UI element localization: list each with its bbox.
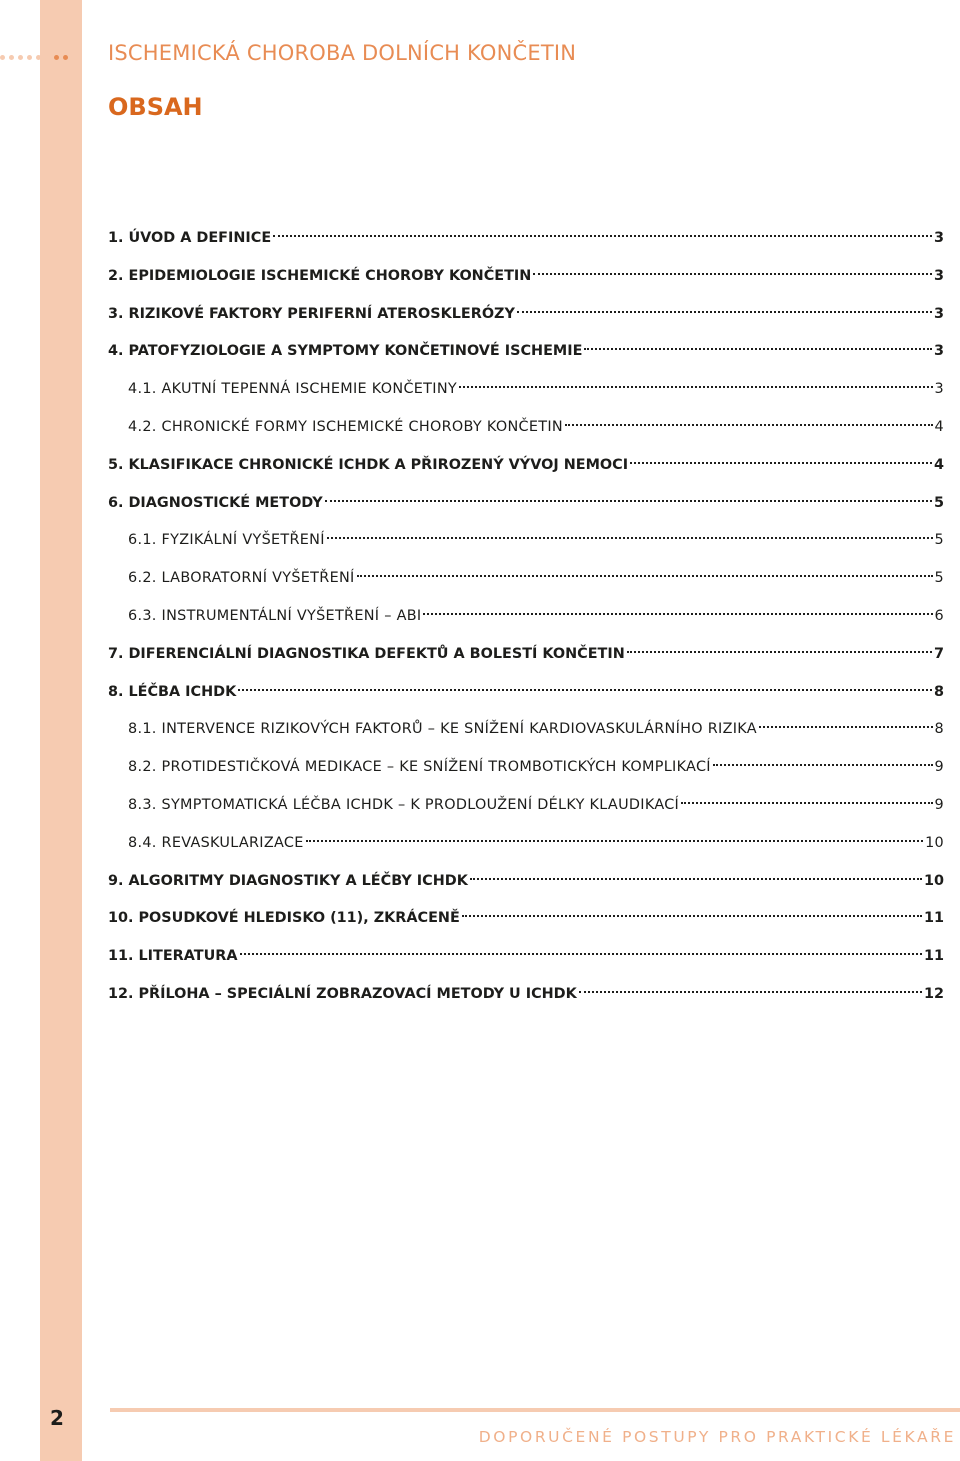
toc-entry-page: 11 <box>923 948 944 965</box>
toc-dot-leader <box>273 235 932 237</box>
toc-entry-label: 6.1. FYZIKÁLNÍ VYŠETŘENÍ <box>128 532 325 549</box>
toc-dot-leader <box>565 424 933 426</box>
toc-dot-leader <box>584 348 932 350</box>
toc-entry[interactable] <box>108 488 944 526</box>
toc-dot-leader <box>327 537 933 539</box>
ornament-dot <box>45 55 50 60</box>
toc-entry[interactable] <box>108 299 944 337</box>
ornament-dot <box>9 55 14 60</box>
toc-entry-label: 8.1. INTERVENCE RIZIKOVÝCH FAKTORŮ – KE SNÍŽENÍ KARDIOVASKULÁRNÍHO RIZIKA <box>128 721 757 738</box>
ornament-dot <box>63 55 68 60</box>
toc-entry-label: 8.3. SYMPTOMATICKÁ LÉČBA ICHDK – K PRODLOUŽENÍ DÉLKY KLAUDIKACÍ <box>128 796 680 813</box>
toc-entry-page: 6 <box>934 607 944 624</box>
toc-entry-page: 5 <box>933 494 944 511</box>
toc-entry[interactable] <box>108 336 944 374</box>
toc-entry[interactable] <box>108 677 944 715</box>
toc-dot-leader <box>306 840 923 842</box>
toc-entry-page: 8 <box>933 683 944 700</box>
table-of-contents <box>108 223 944 1017</box>
toc-entry[interactable] <box>108 866 944 904</box>
toc-dot-leader <box>462 915 922 917</box>
toc-dot-leader <box>459 386 933 388</box>
toc-dot-leader <box>627 651 932 653</box>
toc-entry-page: 9 <box>934 759 944 776</box>
toc-entry-page: 10 <box>925 834 944 851</box>
ornament-dot <box>36 55 41 60</box>
ornament-dot <box>18 55 23 60</box>
toc-entry[interactable] <box>108 374 944 412</box>
toc-entry-page: 3 <box>933 305 944 322</box>
toc-entry-page: 12 <box>923 985 944 1002</box>
ornament-dot <box>27 55 32 60</box>
header-dots-ornament <box>0 42 68 72</box>
toc-entry[interactable] <box>108 639 944 677</box>
decorative-side-band <box>40 0 82 1461</box>
toc-entry[interactable] <box>108 412 944 450</box>
toc-entry-label: 6. DIAGNOSTICKÉ METODY <box>108 494 323 511</box>
toc-entry-label: 3. RIZIKOVÉ FAKTORY PERIFERNÍ ATEROSKLERÓZY <box>108 305 515 322</box>
toc-dot-leader <box>357 575 933 577</box>
toc-entry-page: 3 <box>933 267 944 284</box>
toc-entry-page: 8 <box>934 721 944 738</box>
toc-entry-label: 5. KLASIFIKACE CHRONICKÉ ICHDK A PŘIROZENÝ VÝVOJ NEMOCI <box>108 456 629 473</box>
toc-entry-label: 10. POSUDKOVÉ HLEDISKO (11), ZKRÁCENĚ <box>108 910 460 927</box>
page-number: 2 <box>50 1406 64 1430</box>
toc-dot-leader <box>630 462 932 464</box>
toc-entry-page: 5 <box>934 570 944 587</box>
toc-entry-page: 4 <box>933 456 944 473</box>
toc-entry-label: 4.1. AKUTNÍ TEPENNÁ ISCHEMIE KONČETINY <box>128 381 457 398</box>
ornament-dot <box>54 55 59 60</box>
toc-entry[interactable] <box>108 828 944 866</box>
toc-dot-leader <box>240 953 922 955</box>
toc-entry-label: 11. LITERATURA <box>108 948 238 965</box>
toc-dot-leader <box>423 613 932 615</box>
toc-entry-label: 4.2. CHRONICKÉ FORMY ISCHEMICKÉ CHOROBY KONČETIN <box>128 418 563 435</box>
toc-entry-page: 11 <box>923 910 944 927</box>
toc-entry-label: 2. EPIDEMIOLOGIE ISCHEMICKÉ CHOROBY KONČETIN <box>108 267 532 284</box>
toc-entry-label: 8. LÉČBA ICHDK <box>108 683 237 700</box>
toc-entry-page: 3 <box>934 381 944 398</box>
toc-dot-leader <box>470 878 922 880</box>
running-header-title: ISCHEMICKÁ CHOROBA DOLNÍCH KONČETIN <box>108 41 577 65</box>
toc-dot-leader <box>713 764 933 766</box>
toc-entry[interactable] <box>108 941 944 979</box>
toc-dot-leader <box>238 689 932 691</box>
toc-entry-label: 6.3. INSTRUMENTÁLNÍ VYŠETŘENÍ – ABI <box>128 607 422 624</box>
toc-entry-label: 12. PŘÍLOHA – SPECIÁLNÍ ZOBRAZOVACÍ METODY U ICHDK <box>108 985 577 1002</box>
toc-dot-leader <box>681 802 932 804</box>
toc-entry-page: 3 <box>933 343 944 360</box>
toc-dot-leader <box>325 500 932 502</box>
page-title: OBSAH <box>108 93 203 121</box>
toc-entry-label: 1. ÚVOD A DEFINICE <box>108 230 272 246</box>
toc-dot-leader <box>759 726 933 728</box>
toc-entry-page: 3 <box>933 230 944 246</box>
toc-dot-leader <box>533 273 932 275</box>
toc-entry[interactable] <box>108 714 944 752</box>
footer-rule <box>110 1408 960 1412</box>
toc-entry-page: 5 <box>934 532 944 549</box>
toc-entry[interactable] <box>108 563 944 601</box>
toc-entry-label: 7. DIFERENCIÁLNÍ DIAGNOSTIKA DEFEKTŮ A BOLESTÍ KONČETIN <box>108 645 625 662</box>
toc-entry[interactable] <box>108 601 944 639</box>
toc-entry-label: 4. PATOFYZIOLOGIE A SYMPTOMY KONČETINOVÉ ISCHEMIE <box>108 343 583 360</box>
toc-entry[interactable] <box>108 752 944 790</box>
toc-entry-page: 9 <box>934 796 944 813</box>
toc-entry-label: 9. ALGORITMY DIAGNOSTIKY A LÉČBY ICHDK <box>108 872 468 889</box>
toc-entry[interactable] <box>108 525 944 563</box>
toc-entry[interactable] <box>108 450 944 488</box>
toc-entry-label: 6.2. LABORATORNÍ VYŠETŘENÍ <box>128 570 355 587</box>
toc-entry[interactable] <box>108 261 944 299</box>
toc-dot-leader <box>579 991 922 993</box>
footer-publication-title: DOPORUČENÉ POSTUPY PRO PRAKTICKÉ LÉKAŘE <box>478 1428 956 1446</box>
toc-entry-label: 8.2. PROTIDESTIČKOVÁ MEDIKACE – KE SNÍŽENÍ TROMBOTICKÝCH KOMPLIKACÍ <box>128 759 711 776</box>
toc-entry[interactable] <box>108 790 944 828</box>
toc-dot-leader <box>517 311 932 313</box>
toc-entry-page: 7 <box>933 645 944 662</box>
toc-entry[interactable] <box>108 979 944 1017</box>
toc-entry[interactable] <box>108 223 944 261</box>
toc-entry-label: 8.4. REVASKULARIZACE <box>128 834 304 851</box>
toc-entry-page: 4 <box>934 418 944 435</box>
toc-entry[interactable] <box>108 903 944 941</box>
toc-entry-page: 10 <box>923 872 944 889</box>
ornament-dot <box>0 55 5 60</box>
